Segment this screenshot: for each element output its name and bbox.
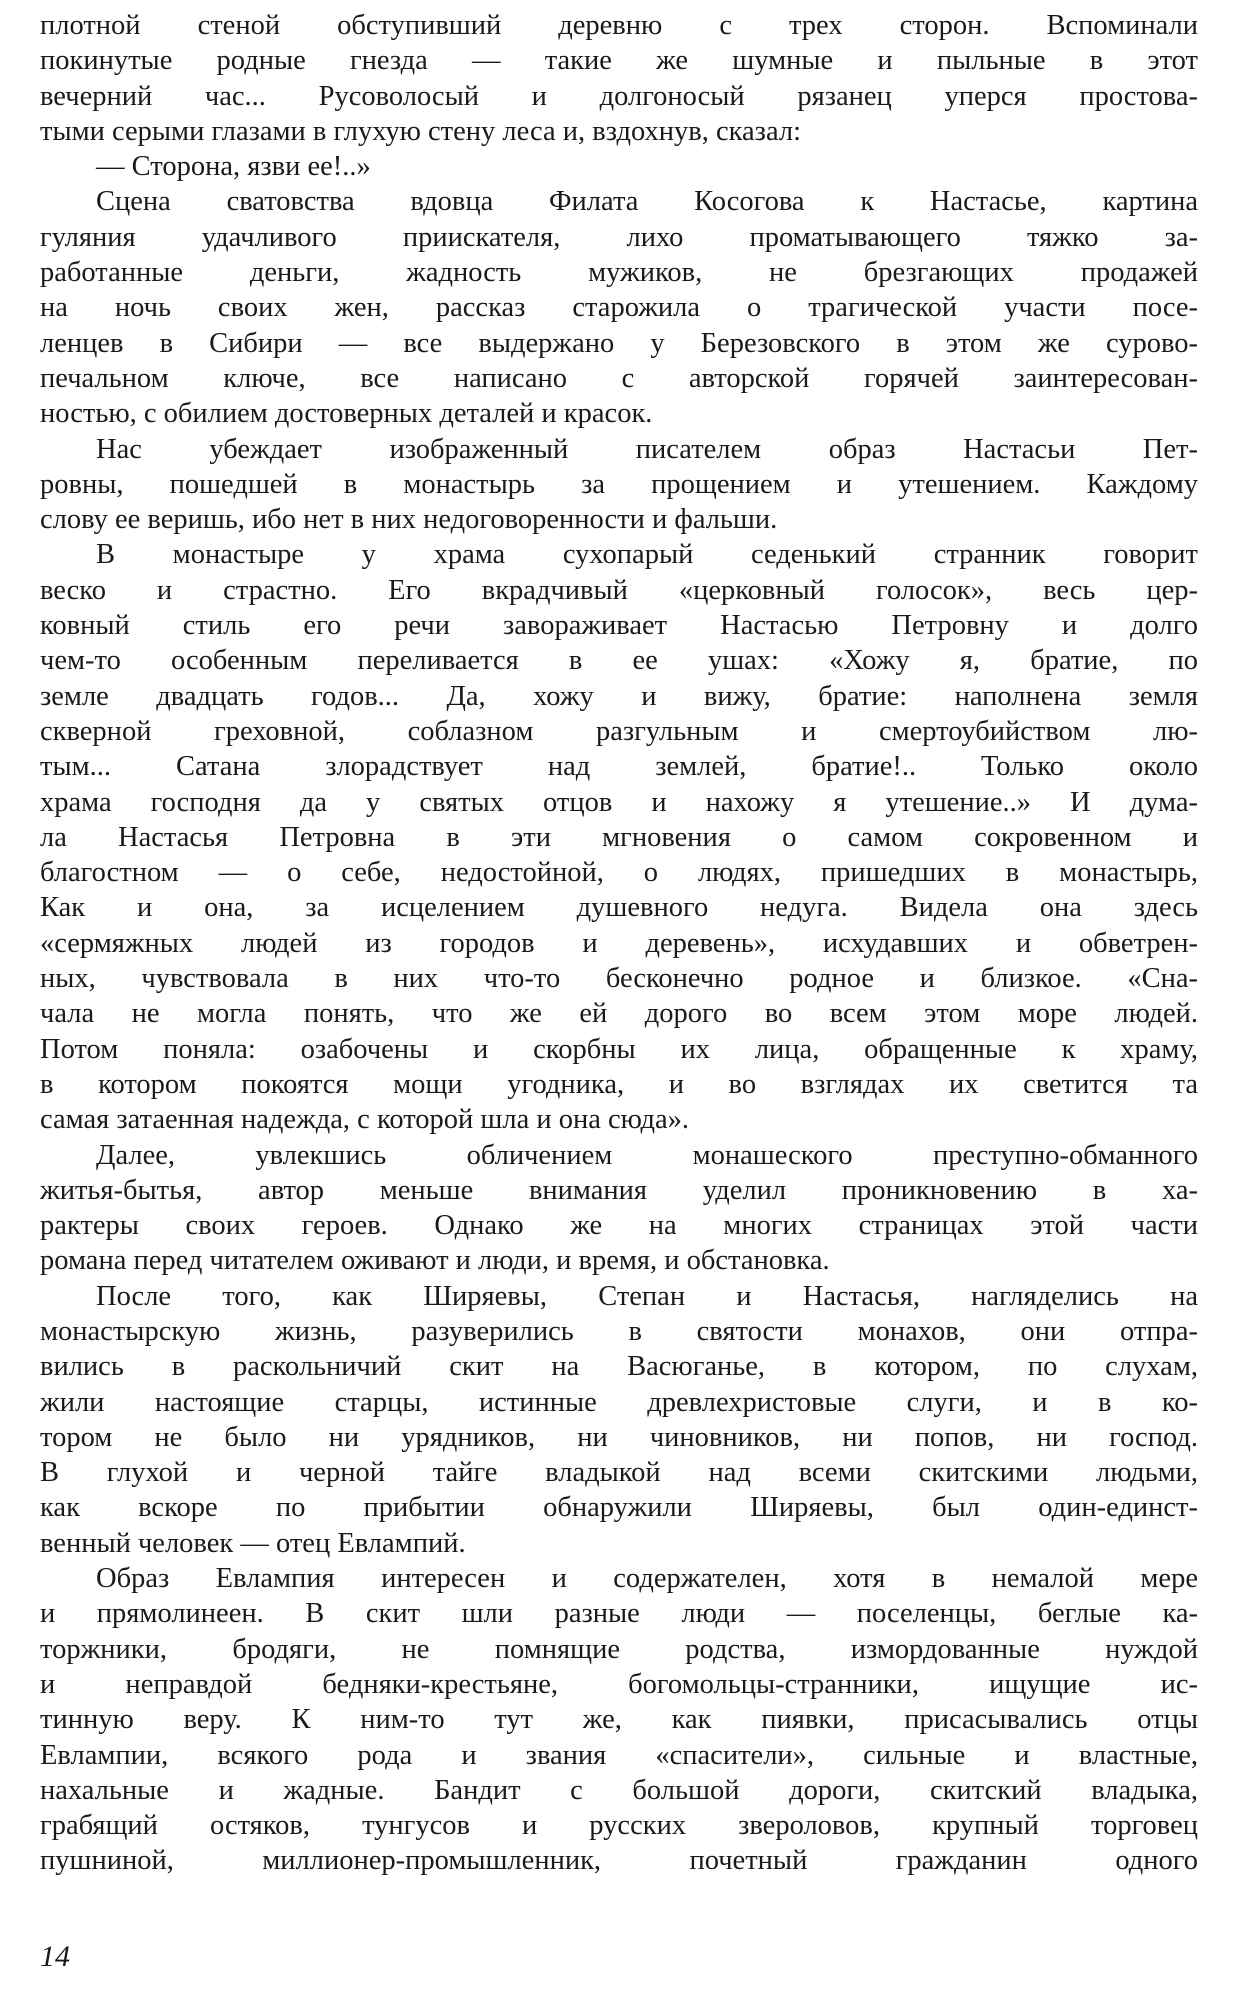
- text-line: рактеры своих героев. Однако же на многих страницах этой части: [40, 1210, 1198, 1242]
- page-number: 14: [40, 1940, 70, 1973]
- text-line: тыми серыми глазами в глухую стену леса и, вздохнув, сказал:: [40, 115, 801, 147]
- text-line: После того, как Ширяевы, Степан и Настасья, нагляделись на: [96, 1280, 1198, 1312]
- text-line: Далее, увлекшись обличением монашеского преступно-обманного: [96, 1139, 1198, 1171]
- text-line: ровны, пошедшей в монастырь за прощением и утешением. Каждому: [40, 468, 1198, 500]
- text-line: гуляния удачливого приискателя, лихо проматывающего тяжко за-: [40, 221, 1198, 253]
- text-line: венный человек — отец Евлампий.: [40, 1527, 466, 1559]
- text-line: «сермяжных людей из городов и деревень», исхудавших и обветрен-: [40, 927, 1198, 959]
- text-line: Как и она, за исцелением душевного недуга. Видела она здесь: [40, 892, 1198, 924]
- text-line: ла Настасья Петровна в эти мгновения о самом сокровенном и: [40, 821, 1198, 853]
- text-line: тором не было ни урядников, ни чиновников, ни попов, ни господ.: [40, 1421, 1198, 1453]
- text-line: вечерний час... Русоволосый и долгоносый рязанец уперся простова-: [40, 80, 1198, 112]
- text-line: благостном — о себе, недостойной, о людях, пришедших в монастырь,: [40, 857, 1198, 889]
- text-line: Евлампии, всякого рода и звания «спасители», сильные и властные,: [40, 1739, 1198, 1771]
- text-line: земле двадцать годов... Да, хожу и вижу, братие: наполнена земля: [40, 680, 1198, 712]
- text-line: работанные деньги, жадность мужиков, не брезгающих продажей: [40, 257, 1198, 289]
- text-line: храма господня да у святых отцов и нахожу я утешение..» И дума-: [40, 786, 1198, 818]
- text-line: Образ Евлампия интересен и содержателен, хотя в немалой мере: [96, 1563, 1198, 1595]
- text-line: вились в раскольничий скит на Васюганье, в котором, по слухам,: [40, 1351, 1198, 1383]
- text-line: плотной стеной обступивший деревню с трех сторон. Вспоминали: [40, 10, 1198, 41]
- text-line: чем-то особенным переливается в ее ушах: «Хожу я, братие, по: [40, 645, 1198, 677]
- text-line: в котором покоятся мощи угодника, и во взглядах их светится та: [40, 1068, 1198, 1100]
- text-line: — Сторона, язви ее!..»: [96, 151, 371, 183]
- text-line: В глухой и черной тайге владыкой над всеми скитскими людьми,: [40, 1457, 1198, 1489]
- text-line: грабящий остяков, тунгусов и русских звероловов, крупный торговец: [40, 1810, 1198, 1842]
- text-line: слову ее веришь, ибо нет в них недоговоренности и фальши.: [40, 504, 778, 536]
- text-line: жили настоящие старцы, истинные древлехристовые слуги, и в ко-: [40, 1386, 1198, 1418]
- text-line: ленцев в Сибири — все выдержано у Березовского в этом же сурово-: [40, 327, 1198, 359]
- text-line: тым... Сатана злорадствует над землей, братие!.. Только около: [40, 751, 1198, 783]
- text-line: ковный стиль его речи завораживает Настасью Петровну и долго: [40, 610, 1198, 642]
- text-line: на ночь своих жен, рассказ старожила о трагической участи посе-: [40, 292, 1198, 324]
- page-text: [40, 8, 1198, 1879]
- text-line: тинную веру. К ним-то тут же, как пиявки, присасывались отцы: [40, 1704, 1198, 1736]
- text-line: пушниной, миллионер-промышленник, почетный гражданин одного: [40, 1845, 1198, 1877]
- text-line: скверной греховной, соблазном разгульным и смертоубийством лю-: [40, 715, 1198, 747]
- text-line: чала не могла понять, что же ей дорого во всем этом море людей.: [40, 998, 1198, 1030]
- text-line: торжники, бродяги, не помнящие родства, измордованные нуждой: [40, 1633, 1198, 1665]
- text-line: житья-бытья, автор меньше внимания уделил проникновению в ха-: [40, 1174, 1198, 1206]
- text-line: и неправдой бедняки-крестьяне, богомольцы-странники, ищущие ис-: [40, 1668, 1198, 1700]
- text-line: монастырскую жизнь, разуверились в святости монахов, они отпра-: [40, 1315, 1198, 1347]
- text-line: покинутые родные гнезда — такие же шумные и пыльные в этот: [40, 45, 1198, 77]
- text-line: романа перед читателем оживают и люди, и время, и обстановка.: [40, 1245, 830, 1277]
- text-line: самая затаенная надежда, с которой шла и она сюда».: [40, 1104, 690, 1136]
- text-line: Сцена сватовства вдовца Филата Косогова к Настасье, картина: [96, 186, 1198, 218]
- text-line: и прямолинеен. В скит шли разные люди — поселенцы, беглые ка-: [40, 1598, 1198, 1630]
- text-line: веско и страстно. Его вкрадчивый «церковный голосок», весь цер-: [40, 574, 1198, 606]
- text-line: Нас убеждает изображенный писателем образ Настасьи Пет-: [96, 433, 1198, 465]
- text-line: Потом поняла: озабочены и скорбны их лица, обращенные к храму,: [40, 1033, 1198, 1065]
- text-line: нахальные и жадные. Бандит с большой дороги, скитский владыка,: [40, 1774, 1198, 1806]
- text-line: ных, чувствовала в них что-то бесконечно родное и близкое. «Сна-: [40, 963, 1198, 995]
- text-line: В монастыре у храма сухопарый седенький странник говорит: [96, 539, 1198, 571]
- text-line: ностью, с обилием достоверных деталей и красок.: [40, 398, 653, 430]
- text-line: как вскоре по прибытии обнаружили Ширяевы, был один-единст-: [40, 1492, 1198, 1524]
- text-line: печальном ключе, все написано с авторской горячей заинтересован-: [40, 362, 1198, 394]
